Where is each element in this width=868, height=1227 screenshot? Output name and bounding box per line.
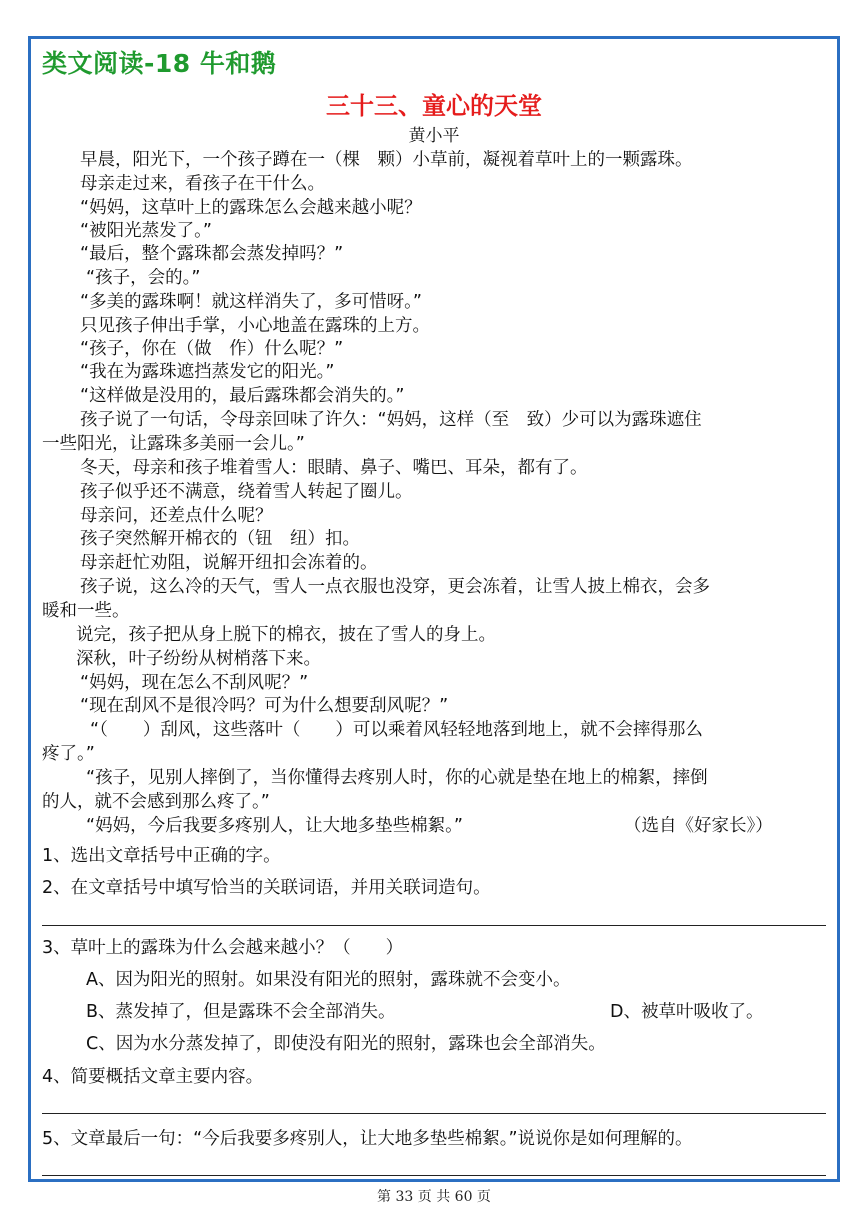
question-1: 1、选出文章括号中正确的字。	[42, 846, 281, 866]
paragraph-line: “妈妈，这草叶上的露珠怎么会越来越小呢？	[80, 198, 422, 218]
paragraph-line: 母亲赶忙劝阻，说解开纽扣会冻着的。	[80, 553, 378, 573]
paragraph-line: 孩子突然解开棉衣的（钮 纽）扣。	[80, 529, 360, 549]
paragraph-line: “孩子，会的。”	[86, 268, 201, 288]
paragraph-line: 的人，就不会感到那么疼了。”	[42, 792, 270, 812]
paragraph-line: 冬天，母亲和孩子堆着雪人：眼睛、鼻子、嘴巴、耳朵，都有了。	[80, 458, 588, 478]
paragraph-line: 深秋，叶子纷纷从树梢落下来。	[76, 649, 321, 669]
paragraph-line: “被阳光蒸发了。”	[80, 221, 212, 241]
paragraph-line: 疼了。”	[42, 744, 95, 764]
paragraph-line: 母亲走过来，看孩子在干什么。	[80, 174, 325, 194]
page-number: 第 33 页 共 60 页	[377, 1189, 491, 1205]
answer-line	[42, 1113, 826, 1114]
paragraph-line: “最后，整个露珠都会蒸发掉吗？”	[80, 244, 344, 264]
paragraph-line: 早晨，阳光下，一个孩子蹲在一（棵 颗）小草前，凝视着草叶上的一颗露珠。	[80, 150, 693, 170]
option-d: D、被草叶吸收了。	[610, 1002, 764, 1022]
option-c: C、因为水分蒸发掉了，即使没有阳光的照射，露珠也会全部消失。	[86, 1034, 606, 1054]
question-4: 4、简要概括文章主要内容。	[42, 1067, 264, 1087]
article-author: 黄小平	[408, 126, 460, 146]
paragraph-line: 暖和一些。	[42, 601, 130, 621]
answer-line	[42, 1175, 826, 1176]
paragraph-line: 一些阳光，让露珠多美丽一会儿。”	[42, 434, 305, 454]
paragraph-line: 孩子说，这么冷的天气，雪人一点衣服也没穿，更会冻着，让雪人披上棉衣，会多	[80, 577, 710, 597]
paragraph-line: “我在为露珠遮挡蒸发它的阳光。”	[80, 362, 335, 382]
paragraph-line: “这样做是没用的，最后露珠都会消失的。”	[80, 386, 405, 406]
option-b: B、蒸发掉了，但是露珠不会全部消失。	[86, 1002, 396, 1022]
paragraph-line: “（ ）刮风，这些落叶（ ）可以乘着风轻轻地落到地上，就不会摔得那么	[90, 720, 703, 740]
paragraph-line: 只见孩子伸出手掌，小心地盖在露珠的上方。	[80, 316, 430, 336]
paragraph-line: “孩子，你在（做 作）什么呢？”	[80, 339, 344, 359]
question-3: 3、草叶上的露珠为什么会越来越小？（ ）	[42, 938, 404, 958]
paragraph-line: 说完，孩子把从身上脱下的棉衣，披在了雪人的身上。	[76, 625, 496, 645]
paragraph-line: “妈妈，今后我要多疼别人，让大地多垫些棉絮。”	[86, 816, 463, 836]
paragraph-line: “孩子，见别人摔倒了，当你懂得去疼别人时，你的心就是垫在地上的棉絮，摔倒	[86, 768, 708, 788]
article-title: 三十三、童心的天堂	[326, 92, 542, 120]
question-2: 2、在文章括号中填写恰当的关联词语，并用关联词造句。	[42, 878, 491, 898]
article-source: （选自《好家长》）	[624, 816, 773, 836]
answer-line	[42, 925, 826, 926]
question-5: 5、文章最后一句：“今后我要多疼别人，让大地多垫些棉絮。”说说你是如何理解的。	[42, 1129, 693, 1149]
paragraph-line: “多美的露珠啊！就这样消失了，多可惜呀。”	[80, 292, 422, 312]
paragraph-line: 母亲问，还差点什么呢？	[80, 506, 273, 526]
paragraph-line: 孩子说了一句话，令母亲回味了许久：“妈妈，这样（至 致）少可以为露珠遮住	[80, 410, 702, 430]
option-a: A、因为阳光的照射。如果没有阳光的照射，露珠就不会变小。	[86, 970, 571, 990]
section-header: 类文阅读-18 牛和鹅	[42, 49, 277, 78]
paragraph-line: 孩子似乎还不满意，绕着雪人转起了圈儿。	[80, 482, 413, 502]
paragraph-line: “妈妈，现在怎么不刮风呢？”	[80, 673, 309, 693]
paragraph-line: “现在刮风不是很冷吗？可为什么想要刮风呢？”	[80, 696, 449, 716]
